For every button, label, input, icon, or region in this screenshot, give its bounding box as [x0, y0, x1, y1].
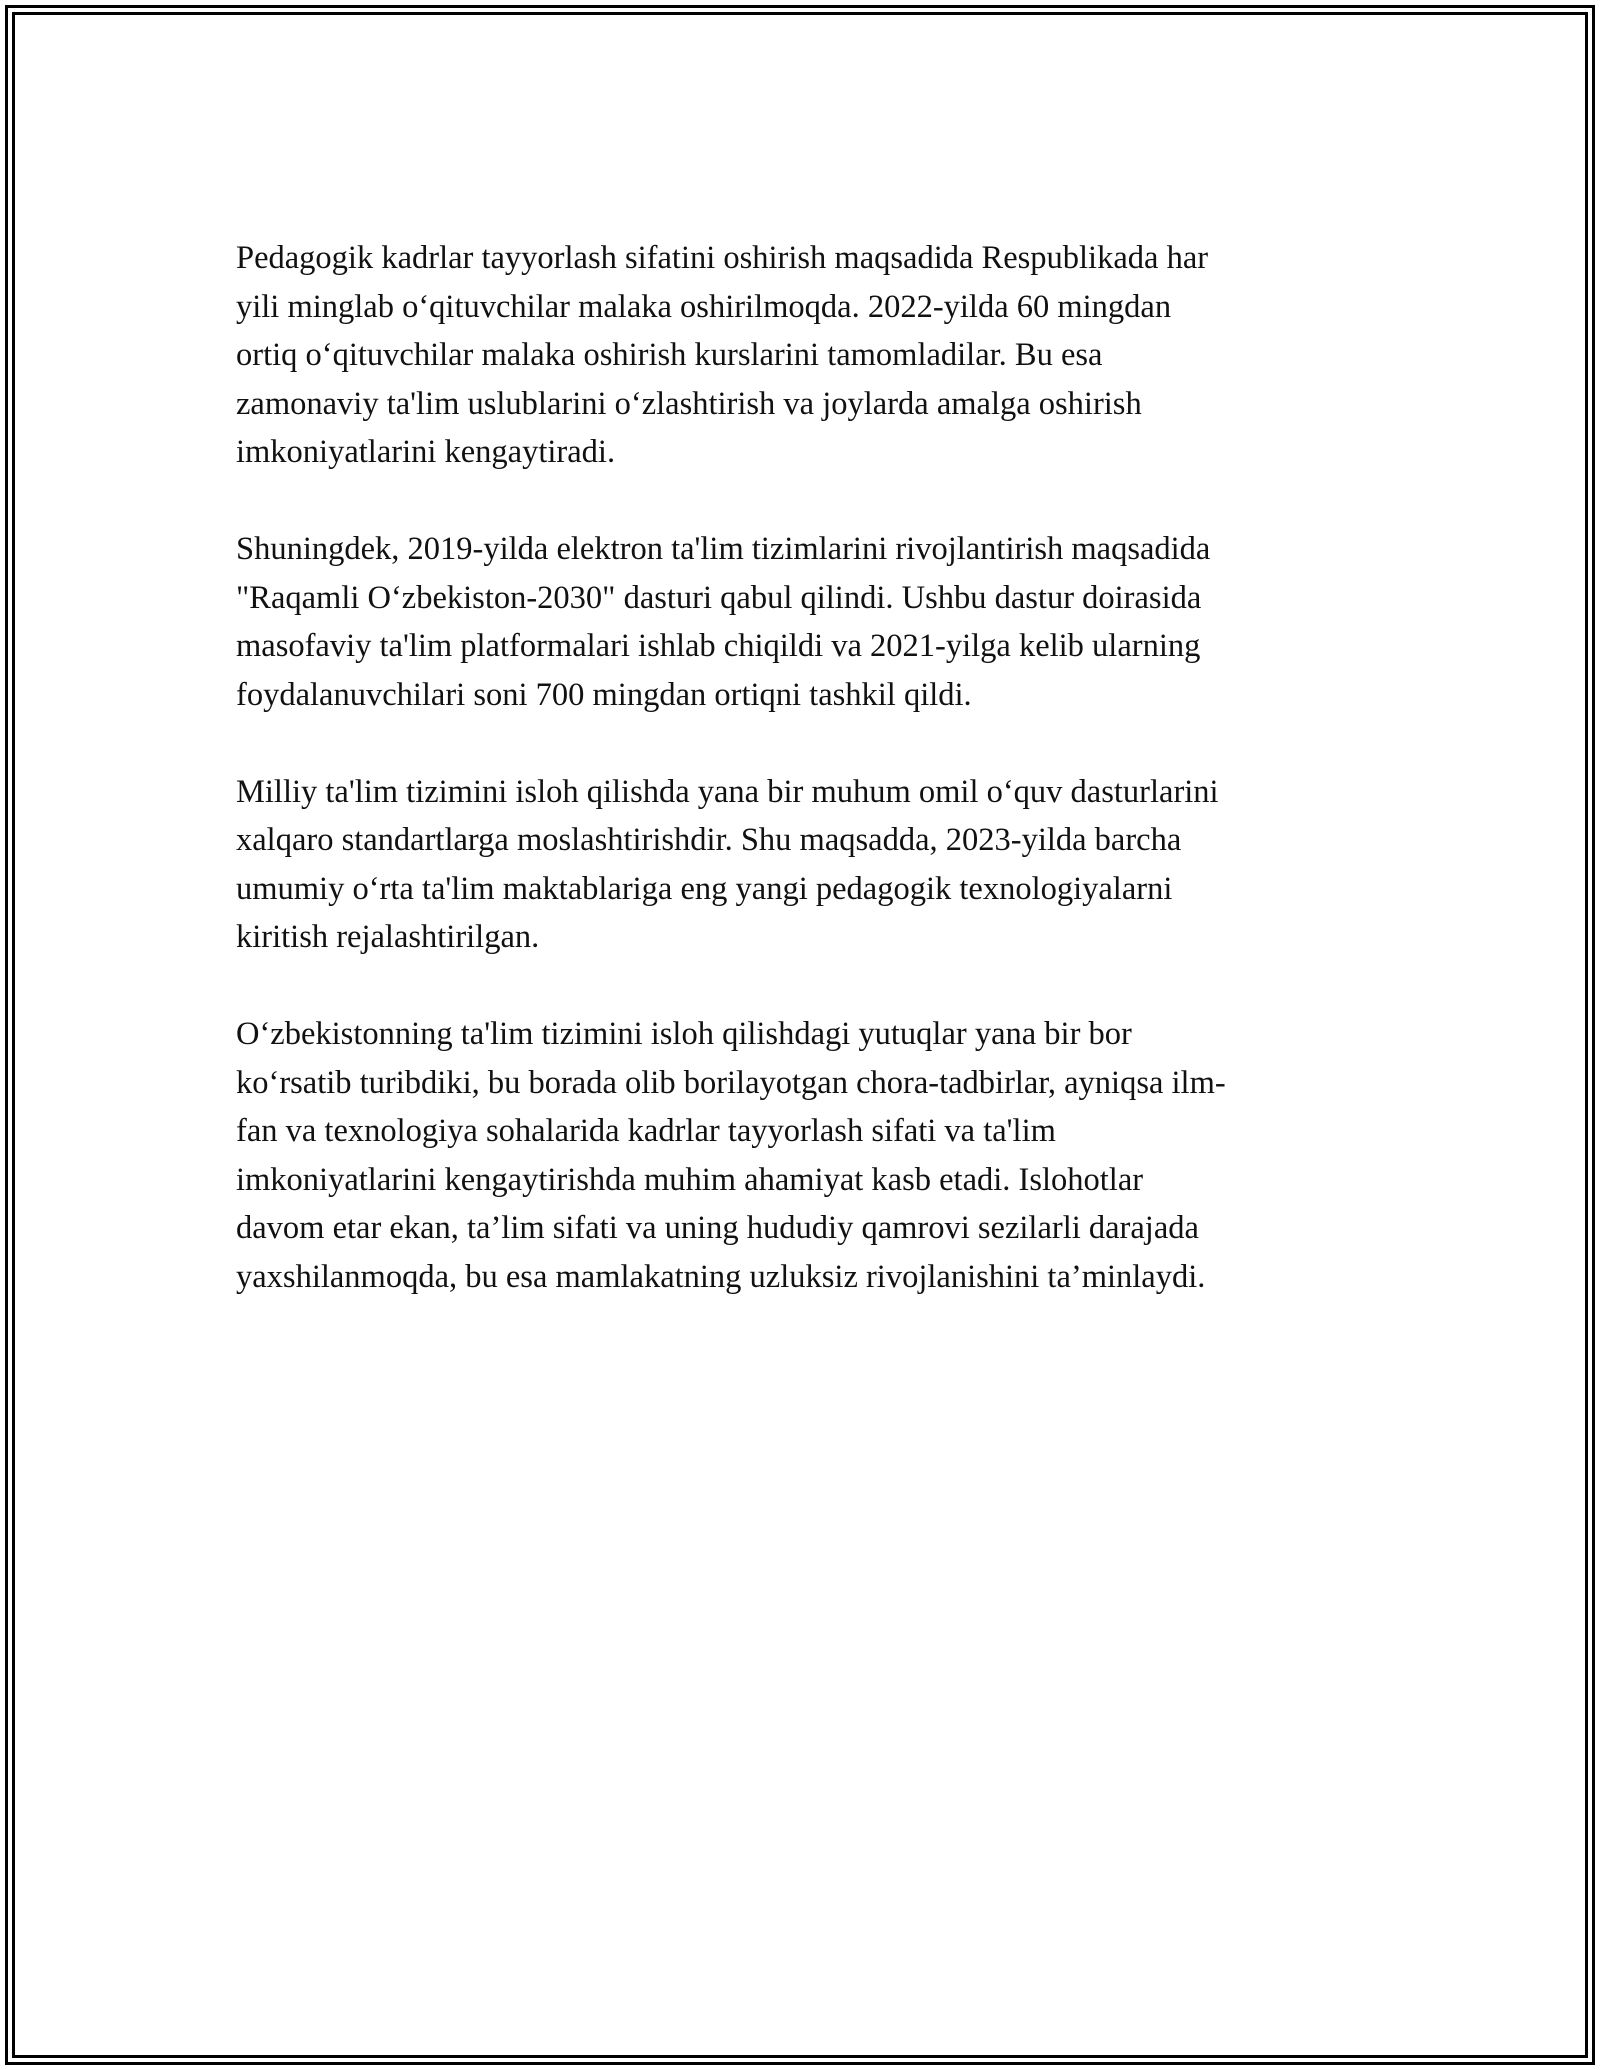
paragraph-line: davom etar ekan, ta’lim sifati va uning hududiy qamrovi sezilarli darajada	[236, 1210, 1199, 1246]
paragraph-line: "Raqamli O‘zbekiston-2030" dasturi qabul qilindi. Ushbu dastur doirasida	[236, 579, 1202, 616]
paragraph-line: yili minglab o‘qituvchilar malaka oshirilmoqda. 2022-yilda 60 mingdan	[236, 288, 1172, 325]
paragraph-line: imkoniyatlarini kengaytiradi.	[236, 434, 616, 470]
paragraph-line: xalqaro standartlarga moslashtirishdir. Shu maqsadda, 2023-yilda barcha	[236, 822, 1182, 858]
paragraph-line: Shuningdek, 2019-yilda elektron ta'lim tizimlarini rivojlantirish maqsadida	[236, 531, 1211, 567]
document-body	[236, 234, 1366, 1350]
paragraph-2	[236, 525, 1366, 719]
paragraph-line: imkoniyatlarini kengaytirishda muhim ahamiyat kasb etadi. Islohotlar	[236, 1161, 1144, 1198]
paragraph-line: yaxshilanmoqda, bu esa mamlakatning uzluksiz rivojlanishini ta’minlaydi.	[236, 1258, 1206, 1295]
paragraph-line: Pedagogik kadrlar tayyorlash sifatini oshirish maqsadida Respublikada har	[236, 240, 1209, 276]
paragraph-3	[236, 768, 1366, 962]
paragraph-line: fan va texnologiya sohalarida kadrlar tayyorlash sifati va ta'lim	[236, 1113, 1056, 1149]
paragraph-line: umumiy o‘rta ta'lim maktablariga eng yangi pedagogik texnologiyalarni	[236, 870, 1173, 907]
paragraph-line: ko‘rsatib turibdiki, bu borada olib borilayotgan chora-tadbirlar, ayniqsa ilm-	[236, 1064, 1226, 1101]
paragraph-4	[236, 1010, 1366, 1301]
paragraph-line: ortiq o‘qituvchilar malaka oshirish kurslarini tamomladilar. Bu esa	[236, 337, 1103, 373]
paragraph-line: foydalanuvchilari soni 700 mingdan ortiqni tashkil qildi.	[236, 676, 972, 713]
paragraph-line: masofaviy ta'lim platformalari ishlab chiqildi va 2021-yilga kelib ularning	[236, 628, 1201, 664]
paragraph-line: kiritish rejalashtirilgan.	[236, 919, 540, 955]
paragraph-line: zamonaviy ta'lim uslublarini o‘zlashtirish va joylarda amalga oshirish	[236, 385, 1142, 422]
paragraph-line: Milliy ta'lim tizimini isloh qilishda yana bir muhum omil o‘quv dasturlarini	[236, 773, 1219, 810]
paragraph-1	[236, 234, 1366, 477]
paragraph-line: O‘zbekistonning ta'lim tizimini isloh qilishdagi yutuqlar yana bir bor	[236, 1016, 1132, 1052]
